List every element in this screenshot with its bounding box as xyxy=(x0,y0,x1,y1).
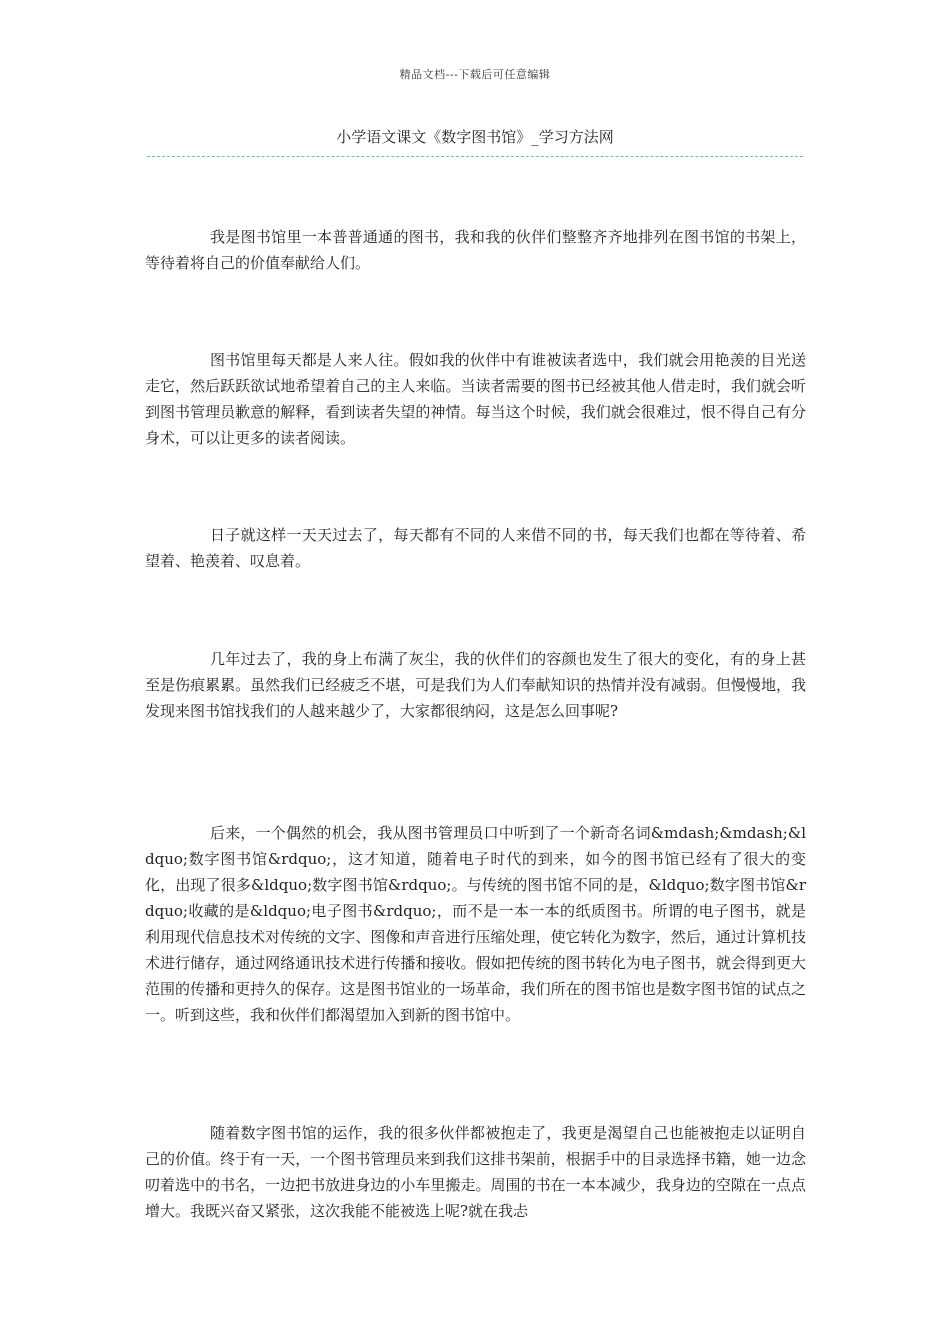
document-title: 小学语文课文《数字图书馆》_学习方法网 xyxy=(336,128,614,146)
title-divider xyxy=(147,156,803,157)
paragraph-1: 我是图书馆里一本普普通通的图书，我和我的伙伴们整整齐齐地排列在图书馆的书架上，等待着将自己的价值奉献给人们。 xyxy=(145,228,806,272)
header-note: 精品文档---下载后可任意编辑 xyxy=(399,68,551,81)
paragraph-3: 日子就这样一天天过去了，每天都有不同的人来借不同的书，每天我们也都在等待着、希望着、艳羡着、叹息着。 xyxy=(145,526,806,570)
paragraph-2: 图书馆里每天都是人来人往。假如我的伙伴中有谁被读者选中，我们就会用艳羡的目光送走它，然后跃跃欲试地希望着自己的主人来临。当读者需要的图书已经被其他人借走时，我们就会听到图书管理员歉意的解释，看到读者失望的神情。每当这个时候，我们就会很难过，恨不得自己有分身术，可以让更多的读者阅读。 xyxy=(145,351,806,447)
paragraph-4: 几年过去了，我的身上布满了灰尘，我的伙伴们的容颜也发生了很大的变化，有的身上甚至是伤痕累累。虽然我们已经疲乏不堪，可是我们为人们奉献知识的热情并没有减弱。但慢慢地，我发现来图书馆找我们的人越来越少了，大家都很纳闷，这是怎么回事呢? xyxy=(145,650,806,720)
paragraph-5: 后来，一个偶然的机会，我从图书管理员口中听到了一个新奇名词&mdash;&mdash;&ldquo;数字图书馆&rdquo;，这才知道，随着电子时代的到来，如今的图书馆已经有了很大的变化，出现了很多&ldquo;数字图书馆&rdquo;。与传统的图书馆不同的是，&ldquo;数字图书馆&rdquo;收藏的是&ldquo;电子图书&rdquo;，而不是一本一本的纸质图书。所谓的电子图书，就是利用现代信息技术对传统的文字、图像和声音进行压缩处理，使它转化为数字，然后，通过计算机技术进行储存，通过网络通讯技术进行传播和接收。假如把传统的图书转化为电子图书，就会得到更大范围的传播和更持久的保存。这是图书馆业的一场革命，我们所在的图书馆也是数字图书馆的试点之一。听到这些，我和伙伴们都渴望加入到新的图书馆中。 xyxy=(145,824,806,1024)
paragraph-6: 随着数字图书馆的运作，我的很多伙伴都被抱走了，我更是渴望自己也能被抱走以证明自己的价值。终于有一天，一个图书管理员来到我们这排书架前，根据手中的目录选择书籍，她一边念叨着选中的书名，一边把书放进身边的小车里搬走。周围的书在一本本减少，我身边的空隙在一点点增大。我既兴奋又紧张，这次我能不能被选上呢?就在我忐 xyxy=(145,1124,806,1220)
